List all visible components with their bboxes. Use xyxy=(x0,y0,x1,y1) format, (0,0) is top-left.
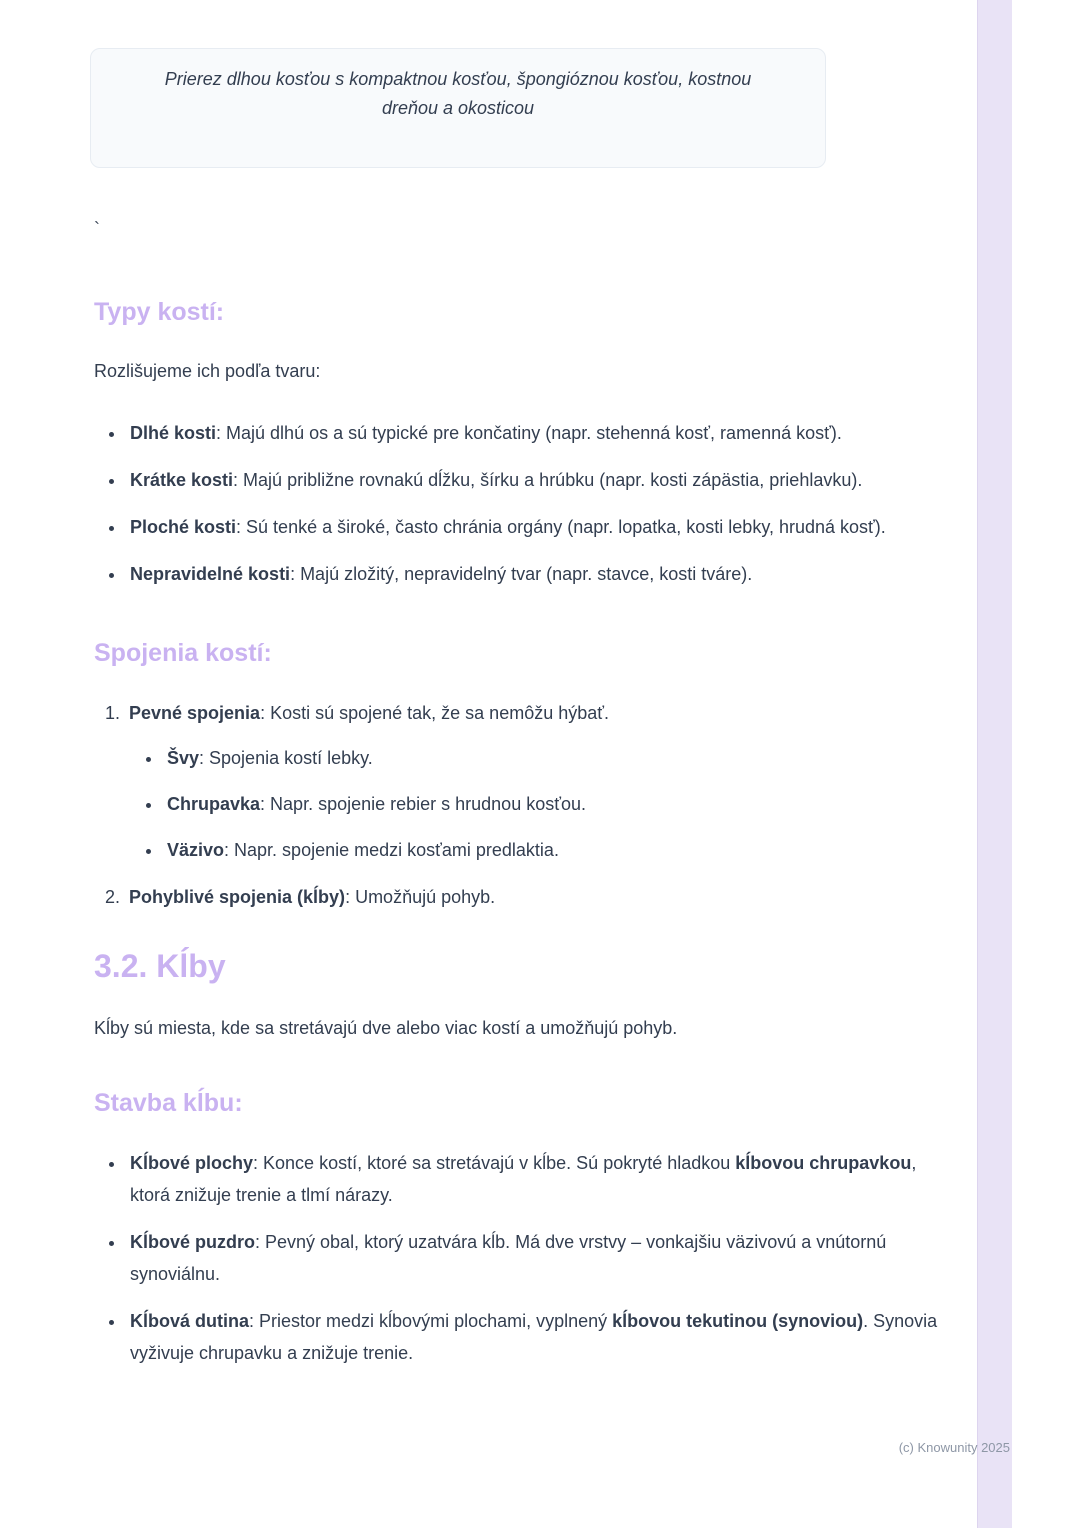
definition: : Konce kostí, ktoré sa stretávajú v kĺbe. Sú pokryté hladkou xyxy=(253,1153,736,1173)
list-item xyxy=(126,1147,948,1211)
list-item xyxy=(126,417,948,449)
definition: : Napr. spojenie medzi kosťami predlaktia. xyxy=(224,840,559,860)
term: Kĺbové plochy xyxy=(130,1153,254,1173)
list-item xyxy=(126,558,948,590)
definition: : Sú tenké a široké, často chránia orgány (napr. lopatka, kosti lebky, hrudná kosť). xyxy=(236,517,886,537)
list-item xyxy=(125,881,948,913)
term: Kĺbové puzdro xyxy=(130,1232,255,1252)
term: kĺbovou tekutinou (synoviou) xyxy=(612,1311,864,1331)
definition: : Majú zložitý, nepravidelný tvar (napr. stavce, kosti tváre). xyxy=(290,564,753,584)
definition: : Priestor medzi kĺbovými plochami, vyplnený xyxy=(249,1311,613,1331)
term: Chrupavka xyxy=(167,794,261,814)
fixed-joints-sublist xyxy=(129,742,948,866)
joint-structure-list xyxy=(94,1147,948,1369)
definition: : Napr. spojenie rebier s hrudnou kosťou. xyxy=(260,794,586,814)
term: Nepravidelné kosti xyxy=(130,564,291,584)
term: Krátke kosti xyxy=(130,470,234,490)
definition: : Umožňujú pohyb. xyxy=(345,887,496,907)
definition: . Synovia vyživuje chrupavku a znižuje trenie. xyxy=(130,1311,938,1363)
bone-types-list xyxy=(94,417,948,590)
list-item xyxy=(126,1226,948,1290)
section-heading-stavba-klbu: Stavba kĺbu: xyxy=(94,1089,243,1117)
term: Väzivo xyxy=(167,840,225,860)
list-item xyxy=(163,834,948,866)
term: Pevné spojenia xyxy=(129,703,261,723)
list-item xyxy=(126,511,948,543)
figure-caption-card xyxy=(90,48,826,168)
definition: : Majú približne rovnakú dĺžku, šírku a hrúbku (napr. kosti zápästia, priehlavku). xyxy=(233,470,863,490)
definition: , ktorá znižuje trenie a tlmí nárazy. xyxy=(130,1153,917,1205)
list-item xyxy=(126,1305,948,1369)
stray-character: ` xyxy=(94,219,100,239)
term: Pohyblivé spojenia (kĺby) xyxy=(129,887,346,907)
definition: : Pevný obal, ktorý uzatvára kĺb. Má dve vrstvy – vonkajšiu väzivovú a vnútornú synoviálnu. xyxy=(130,1232,887,1284)
term: Švy xyxy=(167,748,200,768)
section-heading-typy-kosti: Typy kostí: xyxy=(94,298,225,326)
figure-caption: Prierez dlhou kosťou s kompaktnou kosťou, špongióznou kosťou, kostnou dreňou a okosticou xyxy=(164,69,752,118)
term: Dlhé kosti xyxy=(130,423,217,443)
term: Ploché kosti xyxy=(130,517,237,537)
list-item xyxy=(125,697,948,866)
definition: : Spojenia kostí lebky. xyxy=(199,748,373,768)
definition: : Kosti sú spojené tak, že sa nemôžu hýbať. xyxy=(260,703,610,723)
term: kĺbovou chrupavkou xyxy=(735,1153,912,1173)
typy-intro-text: Rozlišujeme ich podľa tvaru: xyxy=(94,361,321,381)
chapter-heading-klby: 3.2. Kĺby xyxy=(94,948,226,984)
copyright-credit: (c) Knowunity 2025 xyxy=(898,1440,1010,1455)
definition: : Majú dlhú os a sú typické pre končatiny (napr. stehenná kosť, ramenná kosť). xyxy=(216,423,842,443)
list-item xyxy=(163,788,948,820)
list-item xyxy=(163,742,948,774)
bone-joints-numbered-list xyxy=(94,697,948,913)
term: Kĺbová dutina xyxy=(130,1311,250,1331)
section-heading-spojenia-kosti: Spojenia kostí: xyxy=(94,639,272,667)
klby-intro-text: Kĺby sú miesta, kde sa stretávajú dve alebo viac kostí a umožňujú pohyb. xyxy=(94,1018,678,1038)
list-item xyxy=(126,464,948,496)
